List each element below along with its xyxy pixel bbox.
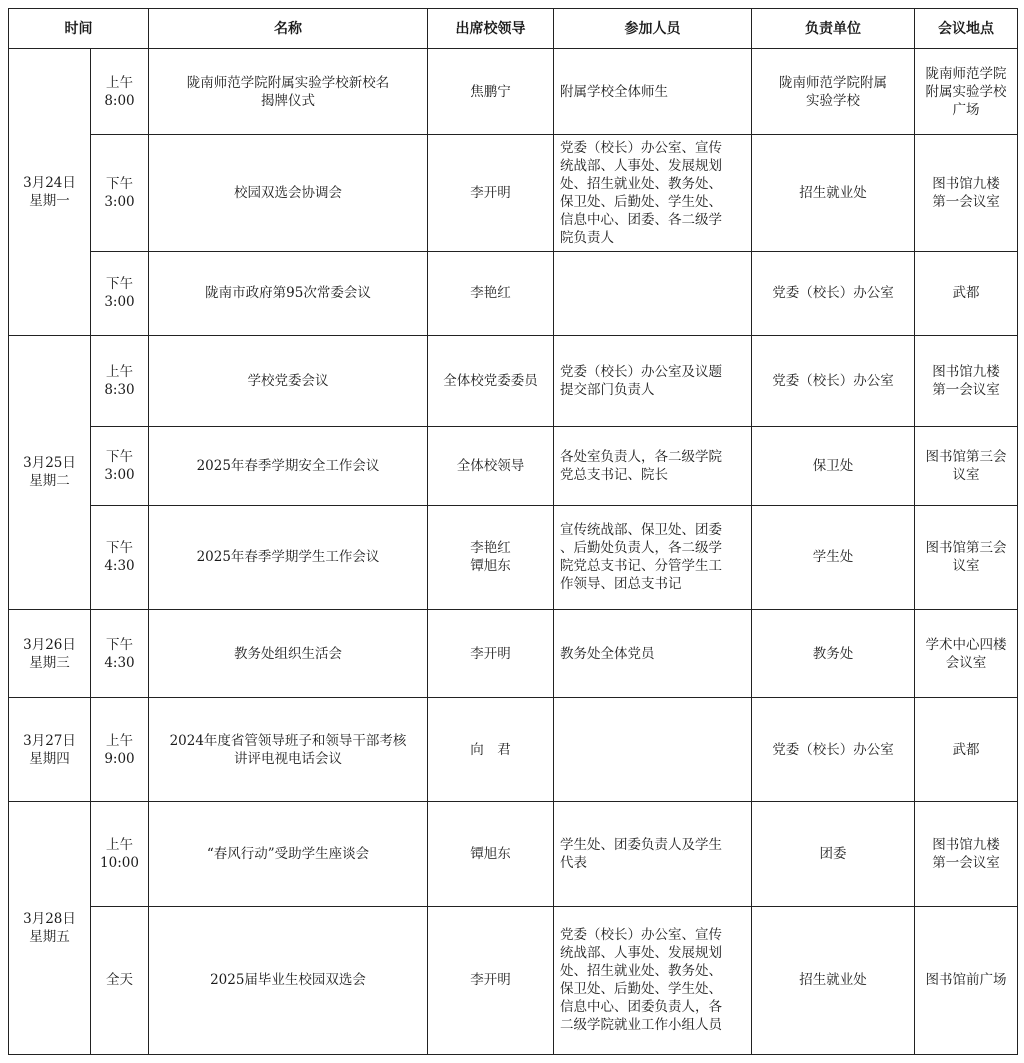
meeting-unit: 教务处 [752,610,915,698]
header-attendees: 参加人员 [554,9,752,49]
meeting-place: 图书馆第三会 议室 [915,505,1018,609]
meeting-leader: 镡旭东 [428,802,554,906]
table-row [9,49,1018,135]
meeting-unit: 党委（校长）办公室 [752,252,915,335]
table-row [9,426,1018,505]
meeting-leader: 李开明 [428,610,554,698]
meeting-name: 校园双选会协调会 [149,135,428,252]
meeting-leader: 焦鹏宁 [428,49,554,135]
meeting-date: 3月27日 星期四 [9,698,91,802]
meeting-attendees [554,252,752,335]
table-row [9,252,1018,335]
header-unit: 负责单位 [752,9,915,49]
meeting-unit: 招生就业处 [752,906,915,1054]
meeting-time: 上午 9:00 [91,698,149,802]
meeting-leader: 李开明 [428,135,554,252]
meeting-attendees [554,698,752,802]
meeting-unit: 党委（校长）办公室 [752,335,915,426]
table-row [9,698,1018,802]
header-place: 会议地点 [915,9,1018,49]
meeting-unit: 保卫处 [752,426,915,505]
meeting-place: 图书馆九楼 第一会议室 [915,135,1018,252]
schedule-body [9,49,1018,1055]
table-row [9,906,1018,1054]
meeting-attendees: 教务处全体党员 [554,610,752,698]
meeting-unit: 招生就业处 [752,135,915,252]
meeting-schedule-table [8,8,1018,1055]
meeting-time: 上午 8:00 [91,49,149,135]
meeting-attendees: 党委（校长）办公室、宣传 统战部、人事处、发展规划 处、招生就业处、教务处、 保卫处、后勤处、学生处、 信息中心、团委负责人，各 二级学院就业工作小组人员 [554,906,752,1054]
meeting-time: 下午 3:00 [91,135,149,252]
meeting-name: 陇南师范学院附属实验学校新校名 揭牌仪式 [149,49,428,135]
meeting-leader: 李开明 [428,906,554,1054]
table-row [9,610,1018,698]
meeting-leader: 李艳红 [428,252,554,335]
table-row [9,505,1018,609]
meeting-attendees: 党委（校长）办公室、宣传 统战部、人事处、发展规划 处、招生就业处、教务处、 保卫处、后勤处、学生处、 信息中心、团委、各二级学 院负责人 [554,135,752,252]
meeting-name: 2024年度省管领导班子和领导干部考核 讲评电视电话会议 [149,698,428,802]
header-row [9,9,1018,49]
meeting-unit: 团委 [752,802,915,906]
meeting-date: 3月25日 星期二 [9,335,91,610]
header-name: 名称 [149,9,428,49]
meeting-leader: 向 君 [428,698,554,802]
meeting-attendees: 党委（校长）办公室及议题 提交部门负责人 [554,335,752,426]
meeting-time: 下午 3:00 [91,426,149,505]
meeting-unit: 陇南师范学院附属 实验学校 [752,49,915,135]
meeting-time: 下午 3:00 [91,252,149,335]
header-time: 时间 [9,9,149,49]
meeting-place: 图书馆九楼 第一会议室 [915,335,1018,426]
meeting-attendees: 各处室负责人，各二级学院 党总支书记、院长 [554,426,752,505]
meeting-unit: 党委（校长）办公室 [752,698,915,802]
table-row [9,802,1018,906]
meeting-time: 全天 [91,906,149,1054]
meeting-name: 陇南市政府第95次常委会议 [149,252,428,335]
meeting-time: 下午 4:30 [91,505,149,609]
meeting-time: 上午 10:00 [91,802,149,906]
meeting-place: 图书馆前广场 [915,906,1018,1054]
header-leader: 出席校领导 [428,9,554,49]
meeting-place: 武都 [915,698,1018,802]
meeting-time: 下午 4:30 [91,610,149,698]
meeting-name: 2025年春季学期安全工作会议 [149,426,428,505]
meeting-leader: 全体校领导 [428,426,554,505]
meeting-place: 陇南师范学院 附属实验学校 广场 [915,49,1018,135]
meeting-leader: 全体校党委委员 [428,335,554,426]
meeting-attendees: 附属学校全体师生 [554,49,752,135]
meeting-date: 3月28日 星期五 [9,802,91,1055]
meeting-attendees: 学生处、团委负责人及学生 代表 [554,802,752,906]
meeting-place: 图书馆九楼 第一会议室 [915,802,1018,906]
meeting-date: 3月26日 星期三 [9,610,91,698]
meeting-name: “春风行动”受助学生座谈会 [149,802,428,906]
meeting-name: 教务处组织生活会 [149,610,428,698]
meeting-attendees: 宣传统战部、保卫处、团委 、后勤处负责人，各二级学 院党总支书记、分管学生工 作领导、团总支书记 [554,505,752,609]
meeting-unit: 学生处 [752,505,915,609]
meeting-date: 3月24日 星期一 [9,49,91,336]
meeting-place: 学术中心四楼 会议室 [915,610,1018,698]
meeting-leader: 李艳红 镡旭东 [428,505,554,609]
table-row [9,335,1018,426]
meeting-time: 上午 8:30 [91,335,149,426]
table-row [9,135,1018,252]
meeting-name: 2025年春季学期学生工作会议 [149,505,428,609]
meeting-name: 学校党委会议 [149,335,428,426]
meeting-name: 2025届毕业生校园双选会 [149,906,428,1054]
meeting-place: 武都 [915,252,1018,335]
meeting-place: 图书馆第三会 议室 [915,426,1018,505]
